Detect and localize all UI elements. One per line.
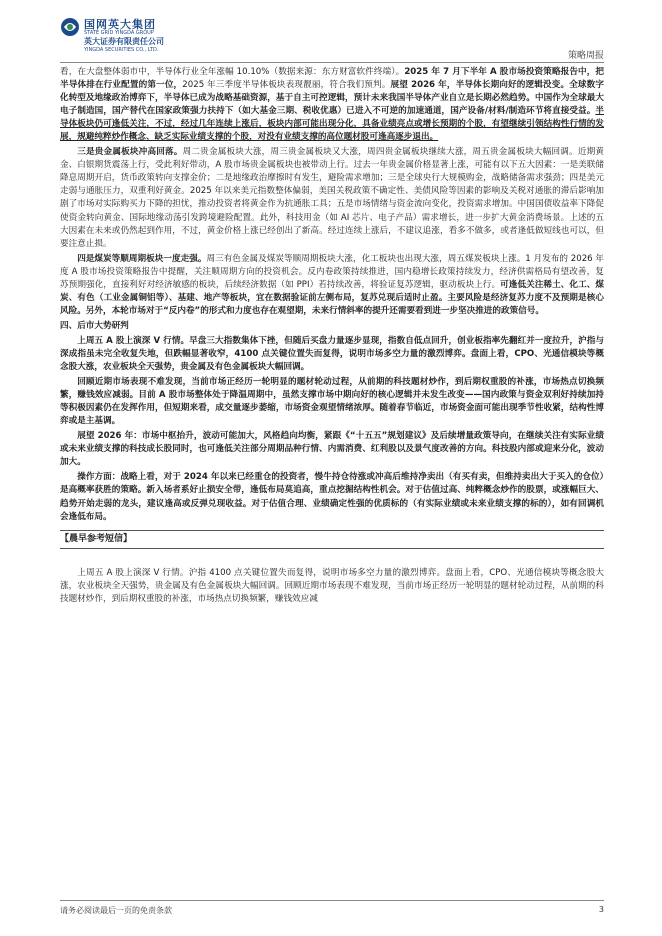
text-span: 周二贵金属板块大涨，周三贵金属板块又大涨，周四贵金属板块继续大涨，周五贵金属板块大幅回调。近期黄金、白银期货震荡上行，受此利好带动，A 股市场贵金属板块也被带动上行。过去一年贵金属价格显著上涨，可能有以下五大因素：一是美联储降息周期开启，货币政策转向支撑金价；二是地缘政治摩擦时有发生，避险需求增加；三是全球央行大规模购金，战略储备需求强劲；四是美元走弱与通胀压力，双重利好黄金。2025 年以来美元指数整体偏弱，美国关税政策不确定性、美债风险等因素的影响及关税对通胀的滞后影响加剧了市场对实际购买力下降的担忧，推动投资者将黄金作为抗通胀工具；五是市场情绪与资金流向变化，投资需求增加。中国国债收益率下降促使资金转向黄金、国际地缘动荡引发跨境避险配置。此外，科技用金（如 AI 芯片、电子产品）需求增长，进一步扩大黄金消费场景。上述的五大因素在未来或仍然起到作用，不过，黄金价格上涨已经创出了新高。经过连续上涨后，不建议追涨，看多不做多，或者逢低做短线也可以，但要注意止损。 [60,147,604,249]
paragraph-market-review: 上周五 A 股上演深 V 行情。早盘三大指数集体下挫，但随后买盘力量逐步显现，指数自低点回升，创业板指率先翻红并一度拉升，沪指与深成指虽未完全收复失地，但跌幅显著收窄，4100 点关键位置失而复得，说明市场多空力量的激烈博弈。盘面上看，CPO、光通信模块等概念股大涨，农业板块全天强势，贵金属及有色金属板块大幅回调。 [60,335,604,373]
bold-text: 展望 2026 年，半导体长期向好的逻辑没变。全球数字化转型及地缘政治博弈下，半导体已成为战略基础资源，基于自主可控逻辑，预计未来我国半导体产业自立是长期必然趋势。中国作为全球最大电子制造国，国产替代在国家政策强力扶持下（如大基金三期、税收优惠）已进入不可逆的加速通道，国产设备/材料/制造环节将直接受益。 [60,80,604,117]
morning-sms-title: 【晨早参考短信】 [60,530,604,549]
bold-text: 2025 年 7 月下半年 A 股市场投资策略报告中，把半导体排在行业配置的第一位， [60,67,604,91]
paragraph-outlook-2026: 展望 2026 年：市场中枢抬升，波动可能加大，风格趋向均衡，紧跟《“十五五”规划建议》及后续增量政策导向，在继续关注有实际业绩或未来业绩支撑的科技成长股同时，也可逢低关注部分周期品种行情、内需消费、红利股以及景气度改善的方向。科技股内部或迎来分化，波动加大。 [60,431,604,468]
report-type-label: 策略周报 [567,51,604,61]
text-span: 2025 年三季度半导体板块表现靓丽，符合我们预判。 [182,80,391,91]
company-name-en: STATE GRID YINGDA GROUP [84,30,154,36]
section-heading: 四、后市大势研判 [60,320,129,331]
paragraph-cyclical [60,253,604,318]
page-footer [60,900,604,915]
report-body [60,66,604,608]
subsidiary-name-en: YINGDA SECURITIES CO., LTD. [84,47,159,53]
paragraph-semiconductor [60,66,604,144]
spacer [60,549,604,567]
bold-text: 战略上看，对于 2024 年以来已经重仓的投资者，慢牛持仓待涨或冲高后维持净卖出（有买有卖，但维持卖出大于买入的仓位）是高概率获胜的策略。新入场者系好止损安全带，逢低布局莫追高，重点挖掘结构性机会。对于估值过高、纯粹概念炒作的股票，或涨幅巨大、趋势开始走弱的龙头，建议逢高或反弹兑现收益。对于估值合理、业绩确定性强的优质标的（有实际业绩或未来业绩支撑的标的），如有回调机会逢低布局。 [60,472,604,522]
bold-text: 操作方面： [77,472,121,483]
company-name-cn: 国网英大集团 [84,18,156,31]
paragraph-precious-metals [60,146,604,250]
paragraph-operation [60,471,604,523]
disclaimer-text: 请务必阅读最后一页的免责条款 [60,906,172,915]
text-span: 看，在大盘整体弱市中，半导体行业全年涨幅 10.10%（数据来源：东方财富软件终端）。 [60,67,405,77]
page-header [60,14,604,63]
bold-text: 三是贵金属板块冲高回落。 [77,147,183,158]
subsidiary-name-cn: 英大证券有限责任公司 [84,37,164,46]
page-number: 3 [598,905,604,914]
bold-text: 四是煤炭等顺周期板块一度走强。 [77,253,207,264]
underlined-text: 半导体板块仍可逢低关注，不过，经过几年连续上涨后，板块内部可能出现分化，具备业绩亮点或增长预期的个股，有望继续引领结构性行情的发展，规避纯粹炒作概念、缺乏实际业绩支撑的个股，对没有业绩支撑的高位题材股可逢高逐步退出。 [60,106,604,143]
text-span: 周三有色金属及煤炭等顺周期板块大涨，化工板块也出现大涨，周五煤炭板块上涨。1 月发布的 2026 年度 A 股市场投资策略报告中提醒，关注顺周期方向的投资机会。反内卷政策持续推进，国内稳增长政策持续发力，经济供需格局有望改善，复苏预期强化，直接利好对经济敏感的板块，后续经济数据（如 PPI）若持续改善，将验证复苏逻辑，驱动板块上行。 [60,253,604,290]
paragraph-morning-sms: 上周五 A 股上演深 V 行情。沪指 4100 点关键位置失而复得，说明市场多空力量的激烈博弈。盘面上看，CPO、光通信模块等概念股大涨，农业板块全天强势，贵金属及有色金属板块大幅回调。回顾近期市场表现不难发现，当前市场正经历一轮明显的题材轮动过程，从前期的科技题材炒作，到后期权重股的补涨，市场热点切换频繁，赚钱效应减 [60,567,604,604]
company-logo-icon [60,16,80,38]
bold-text: 可逢低关注稀土、化工、煤炭、有色（工业金属铜铝等）、基建、地产等板块，宜在数据验证前左侧布局，复苏兑现后适时止盈。主要风险是经济复苏力度不及预期是核心风险。另外，本轮市场对于“反内卷”的形式和力度也存在观望期，未来行情斜率的提升还需要看到进一步坚决推进的政策信号。 [60,279,604,316]
paragraph-rotation: 回顾近期市场表现不难发现，当前市场正经历一轮明显的题材轮动过程，从前期的科技题材炒作，到后期权重股的补涨，市场热点切换频繁，赚钱效应减弱。目前 A 股市场整体处于降温周期中，虽然支撑市场中期向好的核心逻辑并未发生改变——国内政策与资金双利好持续加持等积极因素仍在发挥作用，但短期来看，成交量逐步萎缩，市场资金观望情绪浓厚。随着春节临近，市场资金面可能出现季节性收紧，结构性博弈或是主基调。 [60,377,604,427]
